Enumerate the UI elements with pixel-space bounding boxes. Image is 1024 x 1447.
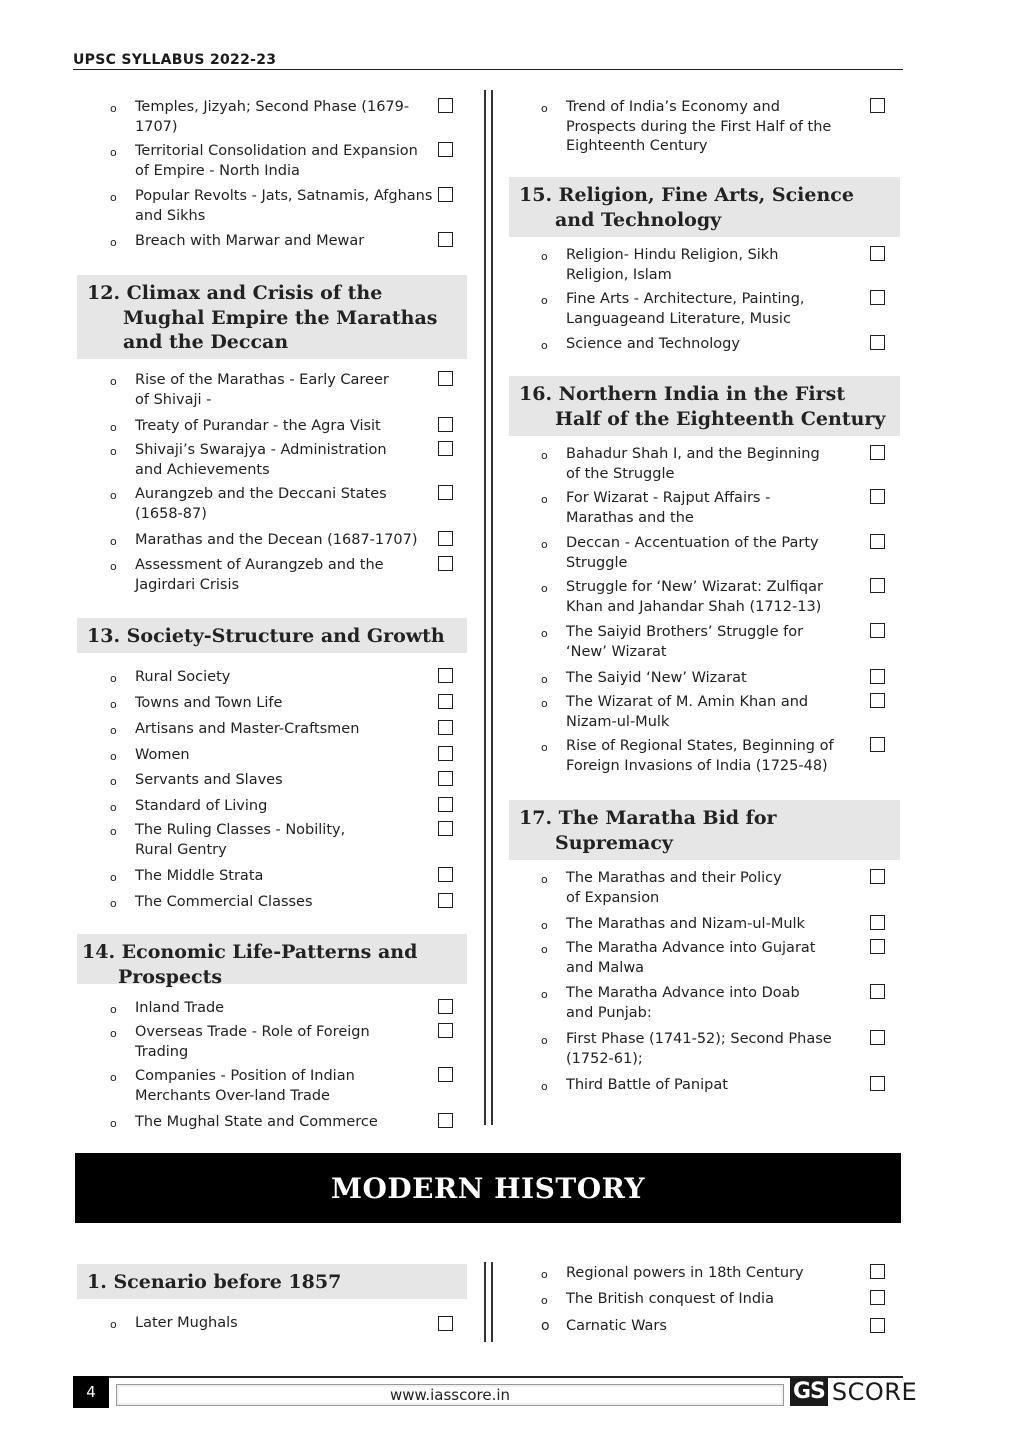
- bullet: o: [541, 1318, 550, 1334]
- section-heading-12: 12. Climax and Crisis of the Mughal Empire the Marathas and the Deccan: [77, 275, 467, 359]
- bullet: o: [110, 775, 117, 788]
- bullet: o: [110, 191, 117, 204]
- checkbox[interactable]: [870, 693, 885, 708]
- checkbox[interactable]: [870, 984, 885, 999]
- checkbox[interactable]: [438, 232, 453, 247]
- bullet: o: [541, 919, 548, 932]
- bullet: o: [541, 673, 548, 686]
- checkbox[interactable]: [870, 1264, 885, 1279]
- footer-url[interactable]: www.iasscore.in: [116, 1384, 784, 1406]
- bullet: o: [541, 943, 548, 956]
- checkbox[interactable]: [870, 737, 885, 752]
- checkbox[interactable]: [870, 869, 885, 884]
- checkbox[interactable]: [438, 142, 453, 157]
- checkbox[interactable]: [870, 335, 885, 350]
- bullet: o: [110, 236, 117, 249]
- checkbox[interactable]: [438, 371, 453, 386]
- checkbox[interactable]: [438, 893, 453, 908]
- bullet: o: [110, 1027, 117, 1040]
- page-number: 4: [73, 1376, 109, 1408]
- bullet: o: [541, 294, 548, 307]
- brand-logo: [790, 1378, 917, 1406]
- bullet: o: [541, 873, 548, 886]
- checkbox[interactable]: [870, 1290, 885, 1305]
- bullet: o: [110, 375, 117, 388]
- page-header: UPSC SYLLABUS 2022-23: [73, 52, 903, 70]
- footer-rule: [73, 1376, 903, 1378]
- checkbox[interactable]: [438, 1067, 453, 1082]
- bullet: o: [541, 1080, 548, 1093]
- checkbox[interactable]: [870, 623, 885, 638]
- checkbox[interactable]: [870, 1076, 885, 1091]
- checkbox[interactable]: [870, 290, 885, 305]
- bullet: o: [541, 538, 548, 551]
- checkbox[interactable]: [438, 668, 453, 683]
- left-column: o Temples, Jizyah; Second Phase (1679-1707) o Territorial Consolidation and Expansion of Empire - North India o Popular Revolts - Jats, Satnamis, Afghans and Sikhs o Breach with Marwar and Mewar: [110, 0, 470, 1140]
- bullet: o: [541, 449, 548, 462]
- bullet: o: [541, 582, 548, 595]
- checkbox[interactable]: [438, 98, 453, 113]
- bullet: o: [541, 1268, 548, 1281]
- logo-gs: GS: [790, 1378, 828, 1406]
- bullet: o: [110, 801, 117, 814]
- bullet: o: [110, 489, 117, 502]
- checkbox[interactable]: [870, 915, 885, 930]
- bullet: o: [541, 493, 548, 506]
- bullet: o: [110, 146, 117, 159]
- bullet: o: [110, 1318, 117, 1331]
- column-divider-modern: [484, 1262, 493, 1342]
- checkbox[interactable]: [438, 821, 453, 836]
- bullet: o: [110, 102, 117, 115]
- bullet: o: [541, 627, 548, 640]
- bullet: o: [110, 897, 117, 910]
- checkbox[interactable]: [870, 1318, 885, 1333]
- checkbox[interactable]: [438, 187, 453, 202]
- checkbox[interactable]: [438, 441, 453, 456]
- bullet: o: [110, 871, 117, 884]
- bullet: o: [541, 741, 548, 754]
- checkbox[interactable]: [870, 246, 885, 261]
- bullet: o: [110, 445, 117, 458]
- bullet: o: [110, 1003, 117, 1016]
- checkbox[interactable]: [870, 578, 885, 593]
- checkbox[interactable]: [870, 939, 885, 954]
- checkbox[interactable]: [438, 556, 453, 571]
- column-divider: [484, 90, 493, 1125]
- bullet: o: [110, 1117, 117, 1130]
- checkbox[interactable]: [870, 669, 885, 684]
- section-heading-13: 13. Society-Structure and Growth: [77, 618, 467, 653]
- bullet: o: [541, 250, 548, 263]
- checkbox[interactable]: [438, 999, 453, 1014]
- checkbox[interactable]: [870, 534, 885, 549]
- checkbox[interactable]: [438, 485, 453, 500]
- bullet: o: [541, 697, 548, 710]
- checkbox[interactable]: [438, 1113, 453, 1128]
- checkbox[interactable]: [870, 489, 885, 504]
- section-heading-modern-1: 1. Scenario before 1857: [77, 1264, 467, 1299]
- bullet: o: [541, 988, 548, 1001]
- checkbox[interactable]: [870, 445, 885, 460]
- bullet: o: [110, 698, 117, 711]
- checkbox[interactable]: [870, 98, 885, 113]
- bullet: o: [110, 825, 117, 838]
- bullet: o: [110, 750, 117, 763]
- section-heading-14: 14. Economic Life-Patterns and Prospects: [77, 934, 467, 984]
- checkbox[interactable]: [438, 720, 453, 735]
- section-banner: MODERN HISTORY: [75, 1153, 901, 1223]
- checkbox[interactable]: [438, 771, 453, 786]
- checkbox[interactable]: [438, 1023, 453, 1038]
- checkbox[interactable]: [438, 694, 453, 709]
- section-heading-17: 17. The Maratha Bid for Supremacy: [509, 800, 900, 860]
- checkbox[interactable]: [438, 1316, 453, 1331]
- bullet: o: [541, 102, 548, 115]
- bullet: o: [110, 672, 117, 685]
- bullet: o: [110, 421, 117, 434]
- bullet: o: [110, 560, 117, 573]
- section-heading-15: 15. Religion, Fine Arts, Science and Technology: [509, 177, 900, 237]
- bullet: o: [110, 1071, 117, 1084]
- checkbox[interactable]: [438, 867, 453, 882]
- bullet: o: [541, 1294, 548, 1307]
- checkbox[interactable]: [438, 746, 453, 761]
- checkbox[interactable]: [438, 417, 453, 432]
- bullet: o: [110, 535, 117, 548]
- checkbox[interactable]: [438, 797, 453, 812]
- section-heading-16: 16. Northern India in the First Half of the Eighteenth Century: [509, 376, 900, 436]
- bullet: o: [541, 339, 548, 352]
- logo-score: SCORE: [831, 1378, 918, 1406]
- checkbox[interactable]: [438, 531, 453, 546]
- bullet: o: [541, 1034, 548, 1047]
- checkbox[interactable]: [870, 1030, 885, 1045]
- bullet: o: [110, 724, 117, 737]
